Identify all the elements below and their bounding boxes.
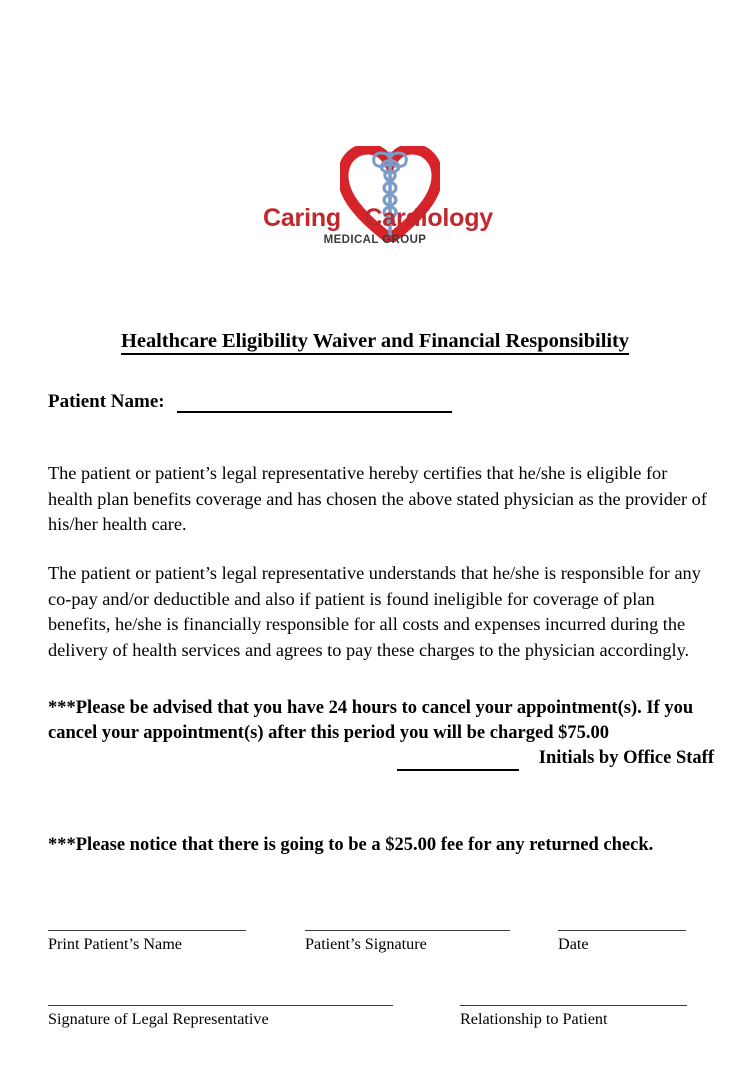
print-patient-name-field[interactable] [48,930,246,954]
logo-word-cardiology: Cardiology [364,204,493,232]
logo-wordmark [257,204,493,238]
page-title-text: Healthcare Eligibility Waiver and Financial Responsibility [121,330,629,355]
relationship-to-patient-field[interactable] [460,1005,687,1029]
patient-name-row [48,391,708,417]
print-patient-name-caption: Print Patient’s Name [48,935,182,953]
patient-signature-field[interactable] [305,930,510,954]
returned-check-notice: ***Please notice that there is going to be a $25.00 fee for any returned check. [48,834,654,855]
logo-word-caring: Caring [263,204,341,232]
patient-name-label: Patient Name: [48,391,165,412]
page-title [0,330,750,353]
legal-representative-signature-caption: Signature of Legal Representative [48,1010,269,1028]
eligibility-paragraph: The patient or patient’s legal representative hereby certifies that he/she is eligible for health plan benefits coverage and has chosen the above stated physician as the provider of his/her health care. [48,463,707,535]
practice-logo [0,140,750,260]
patient-signature-caption: Patient’s Signature [305,935,427,953]
office-staff-initials-row [48,748,714,776]
cancellation-policy-notice: ***Please be advised that you have 24 hours to cancel your appointment(s). If you cancel your appointment(s) after this period you will be charged $75.00 [48,697,694,744]
date-field[interactable] [558,930,686,954]
office-staff-initials-input[interactable] [397,769,519,771]
legal-representative-signature-field[interactable] [48,1005,393,1029]
financial-responsibility-paragraph: The patient or patient’s legal representative understands that he/she is responsible for any co-pay and/or deductible and also if patient is found ineligible for coverage of plan benefits, he/she is financially responsible for all costs and expenses incurred during the delivery of health services and agrees to pay these charges to the physician accordingly. [48,563,701,660]
logo-subline: MEDICAL GROUP [323,234,427,246]
office-staff-initials-label: Initials by Office Staff [538,748,714,768]
patient-name-input[interactable] [177,411,452,413]
relationship-to-patient-caption: Relationship to Patient [460,1010,608,1028]
date-caption: Date [558,935,589,953]
